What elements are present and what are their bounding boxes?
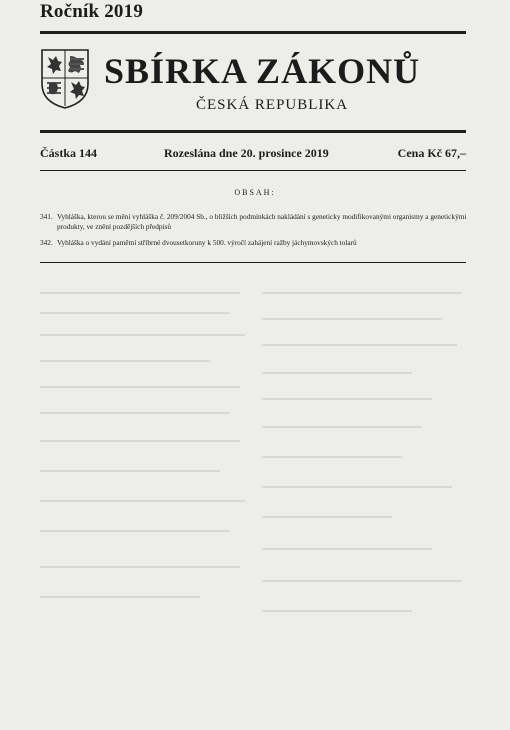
masthead-title: SBÍRKA ZÁKONŮ xyxy=(104,51,421,91)
volume-label: Ročník 2019 xyxy=(40,1,144,22)
contents-item-number: 342. xyxy=(40,238,53,247)
contents-item-text: Vyhláška o vydání pamětní stříbrné dvousetkoruny k 500. výročí zahájení ražby jáchymovských tolarů xyxy=(57,238,357,247)
header-top-rule xyxy=(40,31,466,34)
header-bottom-rule xyxy=(40,130,466,133)
issue-info-row xyxy=(40,146,466,164)
contents-heading: OBSAH: xyxy=(234,188,276,197)
issue-part: Částka 144 xyxy=(40,146,98,160)
country-subtitle: ČESKÁ REPUBLIKA xyxy=(196,97,349,113)
issue-row-rule xyxy=(40,170,466,171)
issue-price: Cena Kč 67,– xyxy=(397,146,466,160)
contents-bottom-rule xyxy=(40,262,466,263)
contents-item-text: Vyhláška, kterou se mění vyhláška č. 209/2004 Sb., o bližších podmínkách nakládání s geneticky modifikovanými organismy a genetickými produkty, ve znění pozdějších předpisů xyxy=(57,212,467,231)
issue-distribution-date: Rozeslána dne 20. prosince 2019 xyxy=(164,146,329,160)
coat-of-arms-icon xyxy=(40,48,90,110)
contents-item-number: 341. xyxy=(40,212,53,221)
